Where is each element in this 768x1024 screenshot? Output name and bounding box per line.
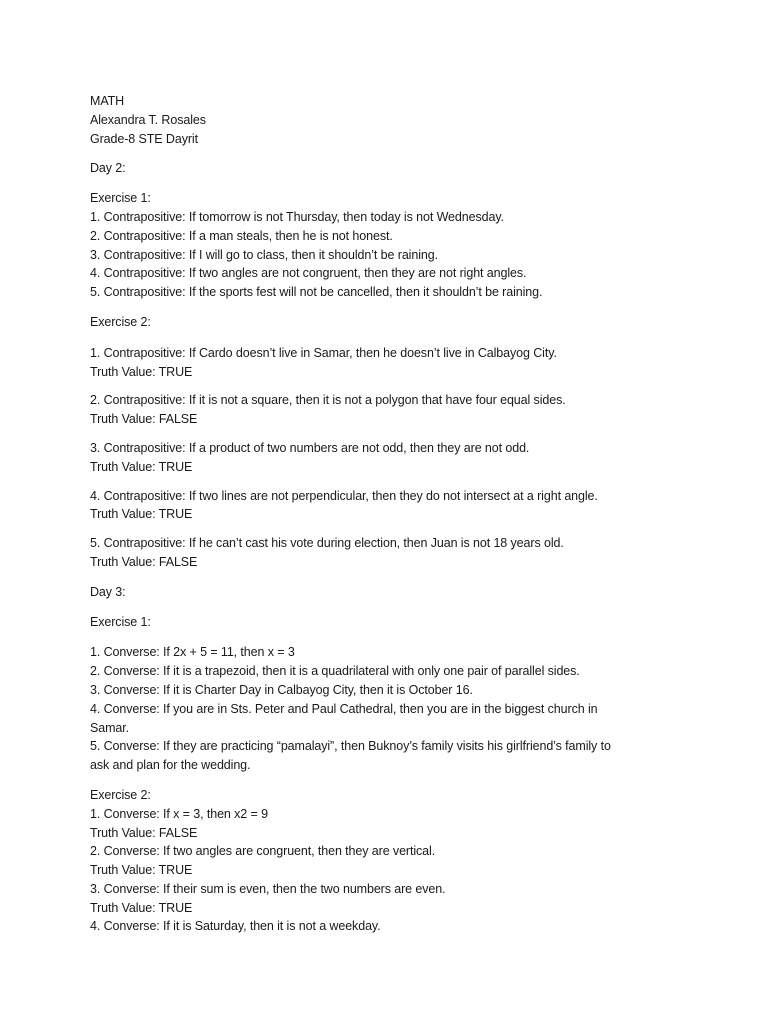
day3-ex2-line-6: Truth Value: TRUE <box>90 900 193 915</box>
day2-ex2-statement-5: 5. Contrapositive: If he can’t cast his vote during election, then Juan is not 18 years old. <box>90 536 564 551</box>
day3-ex2-line-7: 4. Converse: If it is Saturday, then it is not a weekday. <box>90 919 381 934</box>
document-content <box>90 92 690 936</box>
day2-ex2-truth-3: Truth Value: TRUE <box>90 459 193 474</box>
day3-ex1-item-5: 5. Converse: If they are practicing “pamalayi”, then Buknoy’s family visits his girlfriend’s family to <box>90 739 611 754</box>
day2-ex2-item-2 <box>90 391 690 429</box>
day2-ex1-item-1: 1. Contrapositive: If tomorrow is not Thursday, then today is not Wednesday. <box>90 209 504 224</box>
day2-ex2-title: Exercise 2: <box>90 314 151 329</box>
day3-ex2-title: Exercise 2: <box>90 787 151 802</box>
day2-ex1-title: Exercise 1: <box>90 191 151 206</box>
day2-exercise1 <box>90 189 690 302</box>
day2-ex2-truth-2: Truth Value: FALSE <box>90 412 198 427</box>
day3-ex2-line-4: Truth Value: TRUE <box>90 863 193 878</box>
day2-ex2-item-5 <box>90 534 690 572</box>
day2-ex2-item-1 <box>90 344 690 382</box>
day3-exercise1 <box>90 643 690 775</box>
day3-exercise2 <box>90 786 690 936</box>
day3-ex2-line-5: 3. Converse: If their sum is even, then the two numbers are even. <box>90 881 446 896</box>
day3-ex1-title: Exercise 1: <box>90 614 151 629</box>
day3-heading: Day 3: <box>90 584 126 599</box>
day2-ex2-statement-1: 1. Contrapositive: If Cardo doesn’t live in Samar, then he doesn’t live in Calbayog City. <box>90 345 557 360</box>
day3-ex2-line-3: 2. Converse: If two angles are congruent, then they are vertical. <box>90 844 436 859</box>
day3-ex2-line-2: Truth Value: FALSE <box>90 825 198 840</box>
day2-ex2-item-3 <box>90 439 690 477</box>
day2-ex1-item-2: 2. Contrapositive: If a man steals, then he is not honest. <box>90 228 393 243</box>
day2-ex2-item-4 <box>90 487 690 525</box>
day2-ex2-statement-2: 2. Contrapositive: If it is not a square, then it is not a polygon that have four equal sides. <box>90 393 566 408</box>
student-name: Alexandra T. Rosales <box>90 112 206 127</box>
day2-ex1-item-5: 5. Contrapositive: If the sports fest will not be cancelled, then it shouldn’t be raining. <box>90 285 543 300</box>
day2-ex2-truth-1: Truth Value: TRUE <box>90 364 193 379</box>
grade-section: Grade-8 STE Dayrit <box>90 131 198 146</box>
day3-ex1-item-4: 4. Converse: If you are in Sts. Peter and Paul Cathedral, then you are in the biggest church in <box>90 701 598 716</box>
day2-ex1-item-3: 3. Contrapositive: If I will go to class, then it shouldn’t be raining. <box>90 247 438 262</box>
day3-ex1-item-3: 3. Converse: If it is Charter Day in Calbayog City, then it is October 16. <box>90 682 473 697</box>
day3-ex1-item-1: 1. Converse: If 2x + 5 = 11, then x = 3 <box>90 645 295 660</box>
day3-ex1-item-4-cont: Samar. <box>90 720 129 735</box>
day2-ex2-statement-4: 4. Contrapositive: If two lines are not perpendicular, then they do not intersect at a right angle. <box>90 488 598 503</box>
day2-ex1-item-4: 4. Contrapositive: If two angles are not congruent, then they are not right angles. <box>90 266 527 281</box>
day3-ex1-item-2: 2. Converse: If it is a trapezoid, then it is a quadrilateral with only one pair of parallel sides. <box>90 664 580 679</box>
day2-ex2-truth-5: Truth Value: FALSE <box>90 554 198 569</box>
day3-ex1-item-5-cont: ask and plan for the wedding. <box>90 758 251 773</box>
day3-ex2-line-1: 1. Converse: If x = 3, then x2 = 9 <box>90 806 268 821</box>
subject-label: MATH <box>90 94 125 108</box>
day2-ex2-statement-3: 3. Contrapositive: If a product of two numbers are not odd, then they are not odd. <box>90 440 530 455</box>
header-block <box>90 92 690 148</box>
day2-ex2-truth-4: Truth Value: TRUE <box>90 507 193 522</box>
day2-heading: Day 2: <box>90 161 126 176</box>
